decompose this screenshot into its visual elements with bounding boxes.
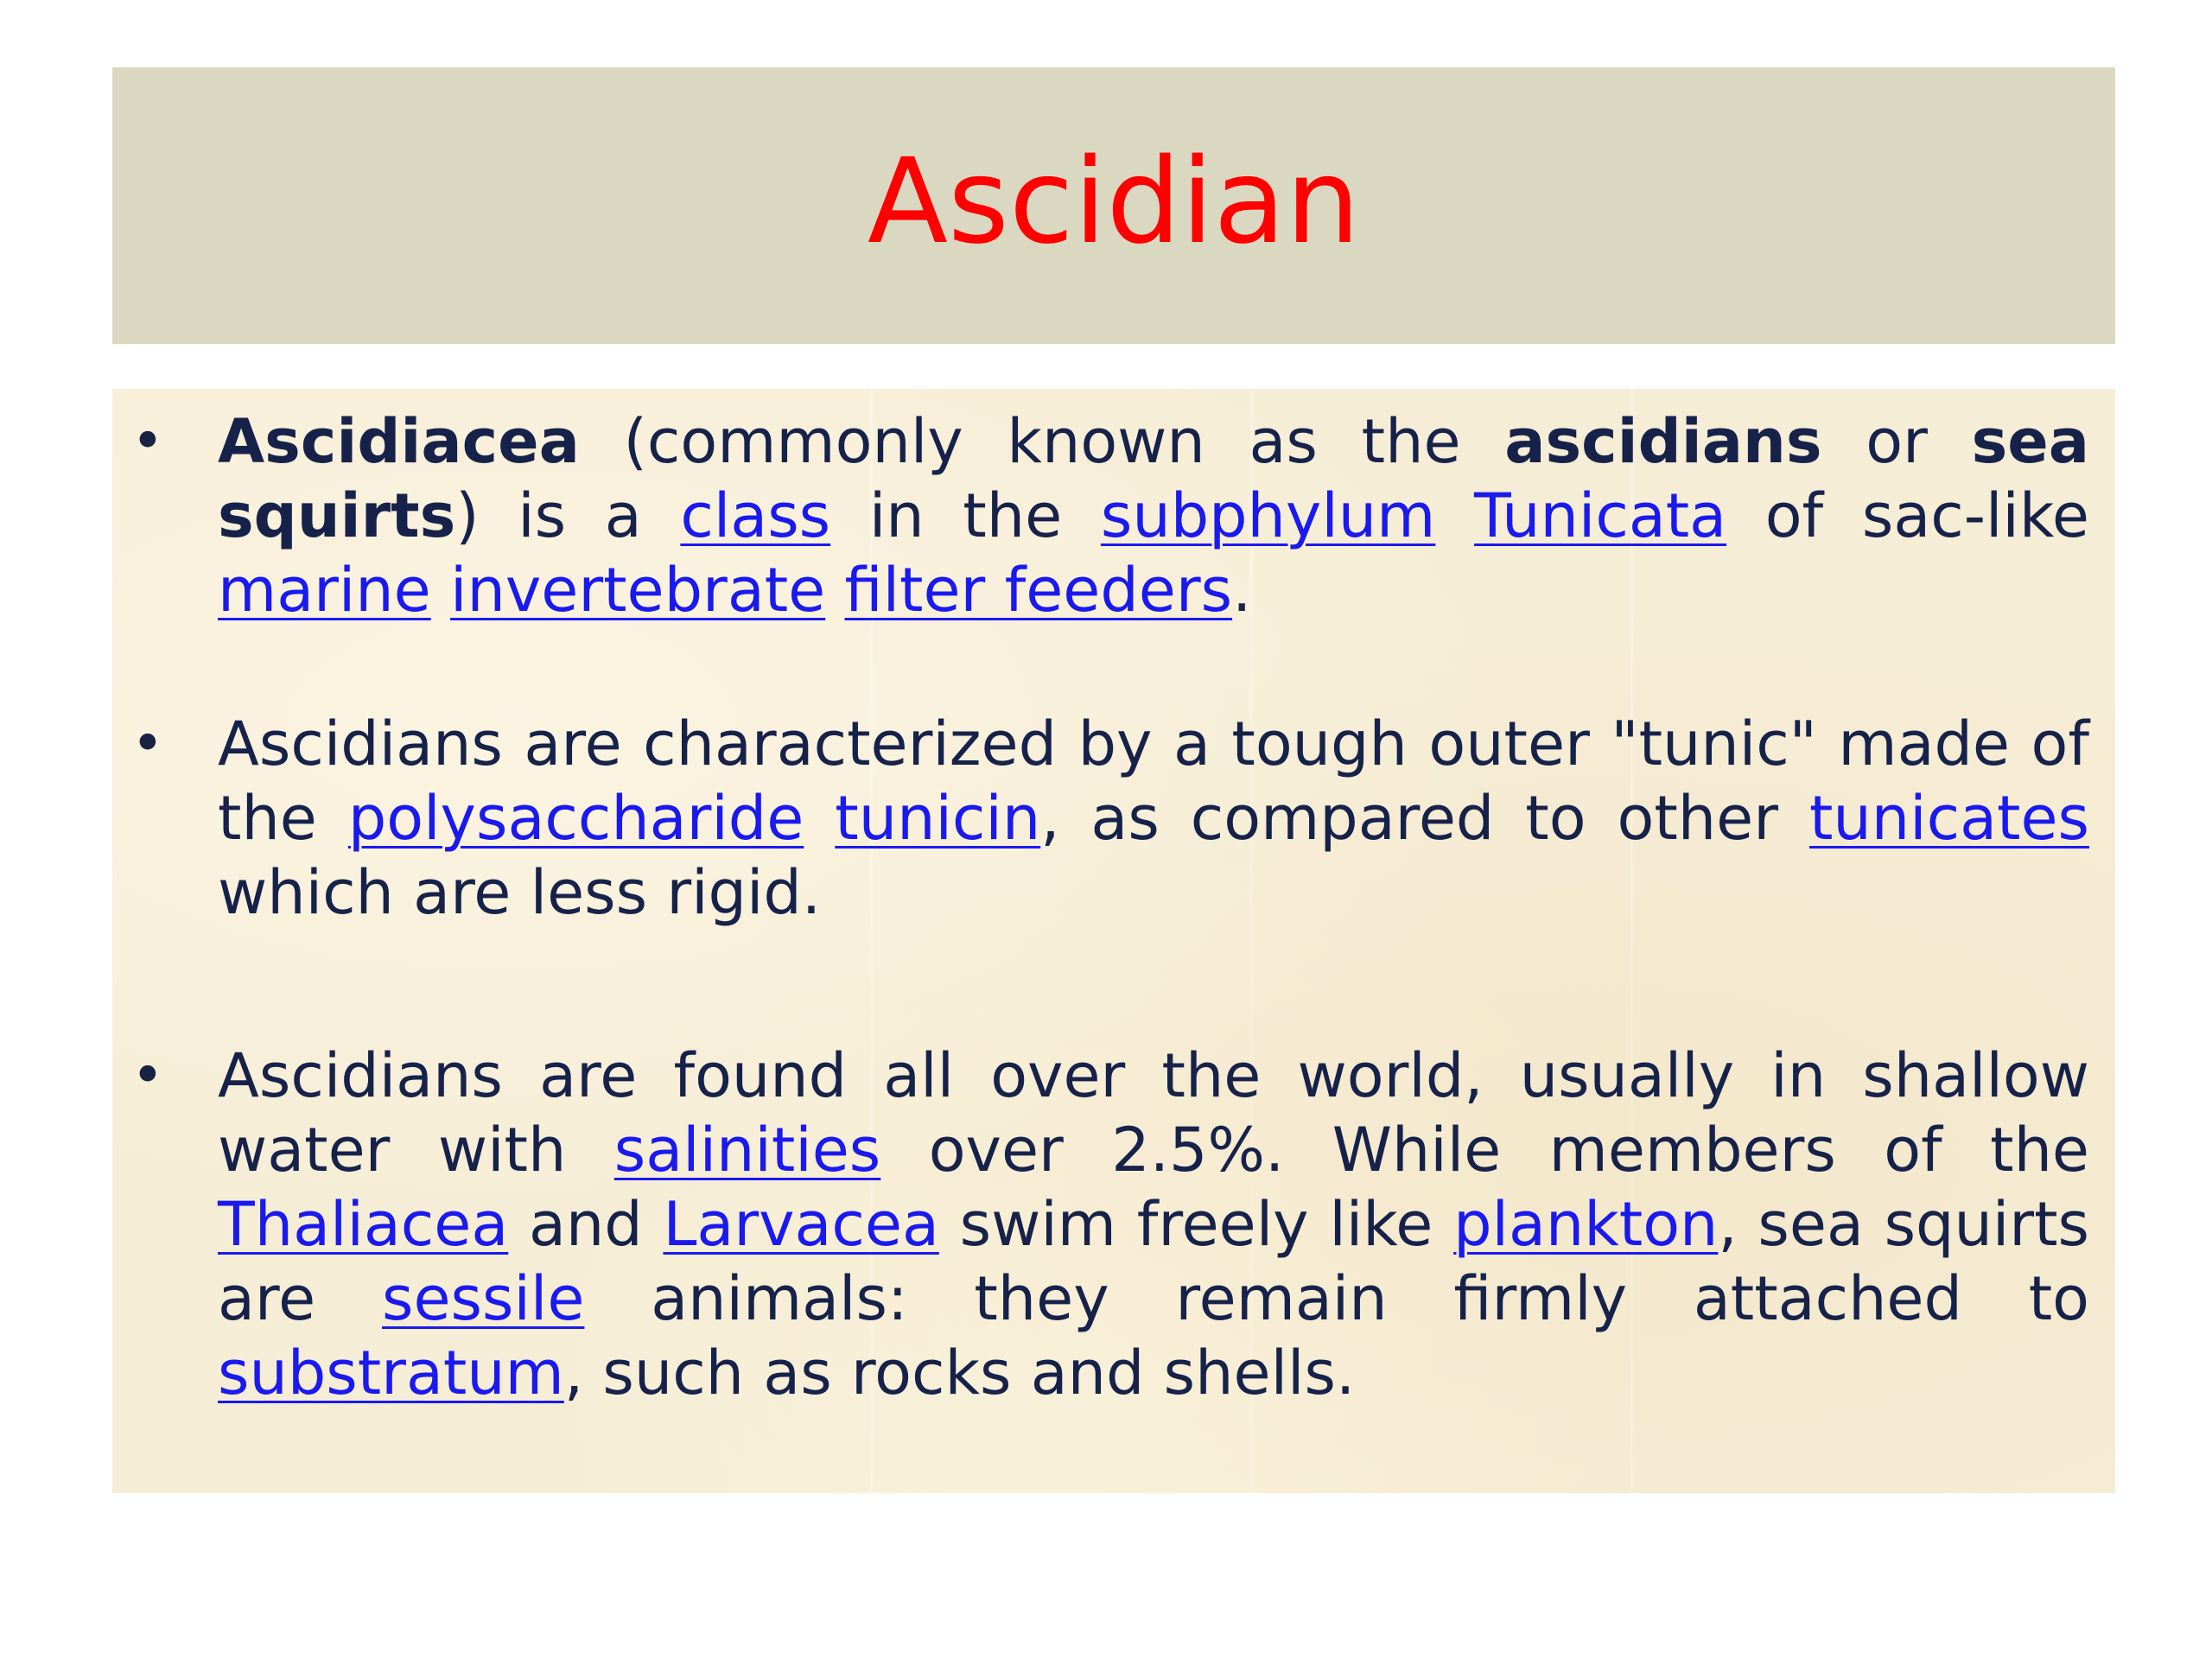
text-run: . xyxy=(1232,555,1252,626)
bullet-text-2 xyxy=(218,707,2089,930)
link-subphylum[interactable]: subphylum xyxy=(1100,480,1436,551)
text-run: in the xyxy=(830,480,1101,551)
link-marine[interactable]: marine xyxy=(218,555,431,626)
term-ascidiacea: Ascidiacea xyxy=(218,406,580,477)
text-run xyxy=(1435,480,1474,551)
link-filter-feeders[interactable]: filter feeders xyxy=(844,555,1233,626)
text-run xyxy=(804,783,835,854)
text-run: which are less rigid. xyxy=(218,857,822,928)
text-run: over 2.5%. While members of the xyxy=(880,1115,2089,1185)
link-plankton[interactable]: plankton xyxy=(1453,1189,1719,1260)
link-salinities[interactable]: salinities xyxy=(613,1115,881,1185)
bullet-icon: • xyxy=(131,712,164,776)
text-run: and xyxy=(508,1189,664,1260)
link-thaliacea[interactable]: Thaliacea xyxy=(218,1189,509,1260)
text-run: Ascidians are characterized by a tough outer "tunic" made of the xyxy=(218,709,2089,854)
text-run: animals: they remain firmly attached to xyxy=(584,1263,2089,1334)
link-class[interactable]: class xyxy=(680,480,831,551)
link-polysaccharide[interactable]: polysaccharide xyxy=(347,783,804,854)
bullet-text-3 xyxy=(218,1039,2089,1410)
link-tunicates[interactable]: tunicates xyxy=(1808,783,2089,854)
link-tunicata[interactable]: Tunicata xyxy=(1474,480,1727,551)
link-tunicin[interactable]: tunicin xyxy=(835,783,1041,854)
bullet-icon: • xyxy=(131,1044,164,1108)
link-larvacea[interactable]: Larvacea xyxy=(663,1189,939,1260)
text-run: , as compared to other xyxy=(1040,783,1809,854)
bullet-text-1 xyxy=(218,404,2089,627)
term-ascidians: ascidians xyxy=(1504,406,1822,477)
text-run: , such as rocks and shells. xyxy=(563,1338,1356,1408)
content-box xyxy=(112,389,2115,1493)
bullet-icon: • xyxy=(131,410,164,474)
text-run xyxy=(825,555,844,626)
term-sea-squirts: sea squirts xyxy=(218,406,2089,551)
text-run: ) is a xyxy=(455,480,681,551)
slide-title: Ascidian xyxy=(867,134,1361,270)
text-run: of sac-like xyxy=(1726,480,2089,551)
text-run: , sea squirts are xyxy=(218,1189,2089,1334)
text-run: or xyxy=(1821,406,1972,477)
link-sessile[interactable]: sessile xyxy=(382,1263,585,1334)
title-bar xyxy=(112,67,2115,344)
text-run xyxy=(431,555,450,626)
text-run: swim freely like xyxy=(938,1189,1454,1260)
link-substratum[interactable]: substratum xyxy=(218,1338,564,1408)
text-run: Ascidians are found all over the world, usually in shallow water with xyxy=(218,1040,2089,1185)
link-invertebrate[interactable]: invertebrate xyxy=(450,555,826,626)
text-run: (commonly known as the xyxy=(579,406,1505,477)
